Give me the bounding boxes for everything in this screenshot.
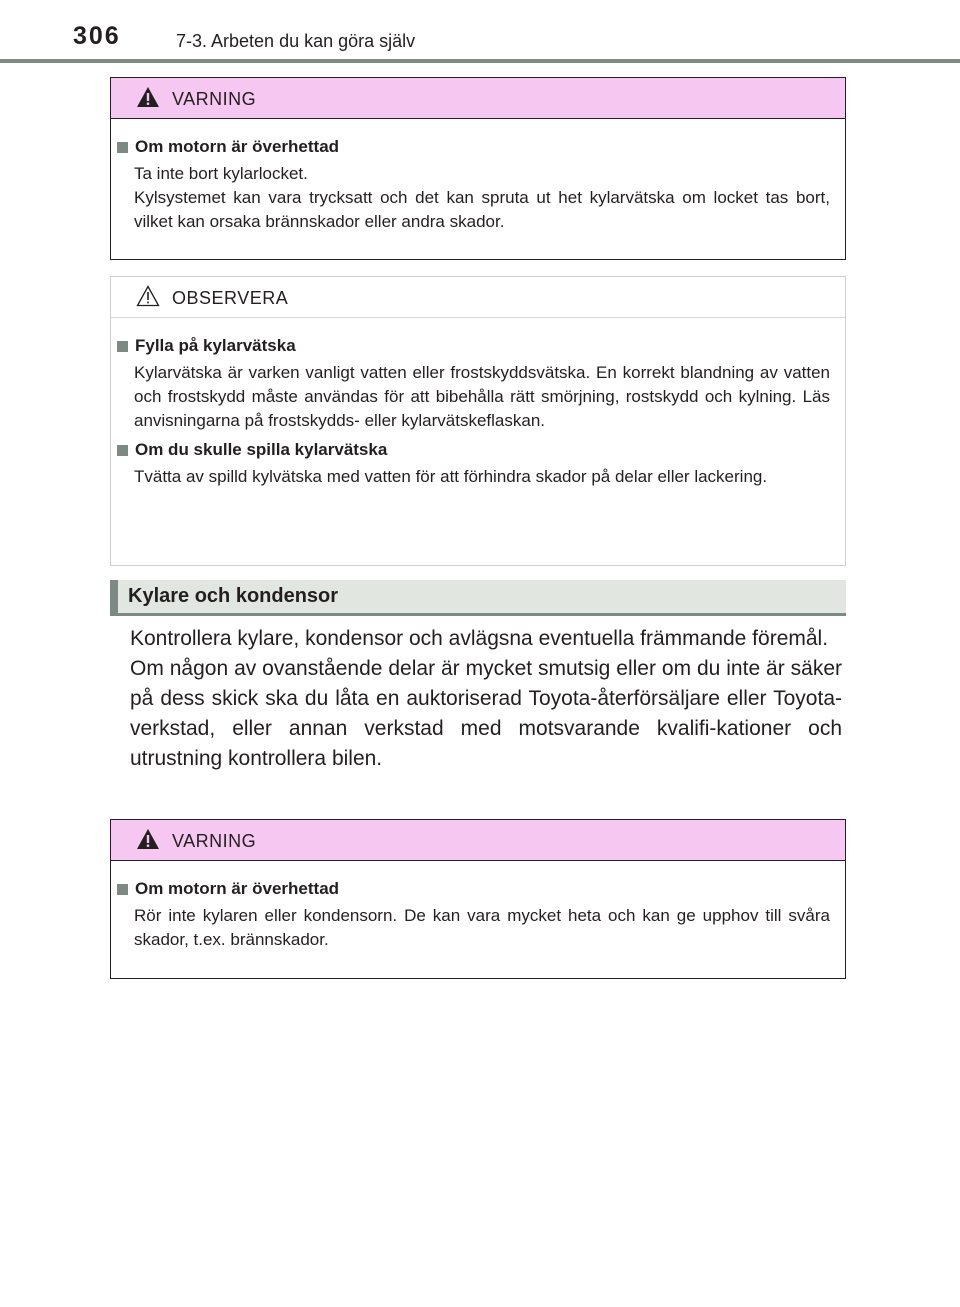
item-title: Fylla på kylarvätska [135, 336, 296, 355]
chapter-title: 7-3. Arbeten du kan göra själv [176, 31, 416, 51]
item-title: Om motorn är överhettad [135, 879, 340, 898]
caution-triangle-icon [136, 285, 160, 307]
item-title: Om du skulle spilla kylarvätska [135, 440, 388, 459]
notice-label: OBSERVERA [172, 288, 289, 308]
warning-box-header [111, 78, 845, 119]
item-text: Kylarvätska är varken vanligt vatten eller frostskyddsvätska. En korrekt blandning av vatten och frostskydd måste användas för att bibehålla rätt smörjning, rostskydd och kylning. Läs anvisningarna på frostskydds- eller kylarvätskeflaskan. [134, 363, 830, 430]
section-heading [110, 580, 846, 616]
item-title: Om motorn är överhettad [135, 137, 340, 156]
page-header [0, 0, 960, 62]
notice-box [110, 276, 846, 566]
section-body [130, 624, 842, 774]
notice-item [117, 439, 830, 489]
warning-box-2 [110, 819, 846, 979]
warning-triangle-icon [136, 86, 160, 108]
warning-label: VARNING [172, 831, 257, 851]
warning-box-header [111, 820, 845, 861]
warning-box-1 [110, 77, 846, 260]
bullet-square-icon [117, 341, 128, 352]
item-text: Tvätta av spilld kylvätska med vatten för att förhindra skador på delar eller lackering. [134, 467, 768, 486]
paragraph: Kontrollera kylare, kondensor och avlägsna eventuella främmande föremål. [130, 627, 829, 650]
warning-item [117, 878, 830, 952]
page-number: 306 [73, 22, 121, 50]
warning-item [117, 136, 830, 234]
notice-item [117, 335, 830, 433]
item-text: Rör inte kylaren eller kondensorn. De kan vara mycket heta och kan ge upphov till svåra skador, t.ex. brännskador. [134, 906, 830, 949]
item-text: Ta inte bort kylarlocket. [134, 164, 308, 183]
bullet-square-icon [117, 884, 128, 895]
notice-box-header [111, 277, 845, 318]
header-rule [0, 59, 960, 63]
section-title: Kylare och kondensor [128, 585, 339, 607]
warning-triangle-icon [136, 828, 160, 850]
paragraph: Om någon av ovanstående delar är mycket smutsig eller om du inte är säker på dess skick ska du låta en auktoriserad Toyota-återförsäljare eller Toyota-verkstad, eller annan verkstad med motsvarande kvalifi-kationer och utrustning kontrollera bilen. [130, 657, 842, 770]
warning-label: VARNING [172, 89, 257, 109]
bullet-square-icon [117, 142, 128, 153]
item-text: Kylsystemet kan vara trycksatt och det kan spruta ut het kylarvätska om locket tas bort, vilket kan orsaka brännskador eller andra skador. [134, 188, 830, 231]
bullet-square-icon [117, 445, 128, 456]
